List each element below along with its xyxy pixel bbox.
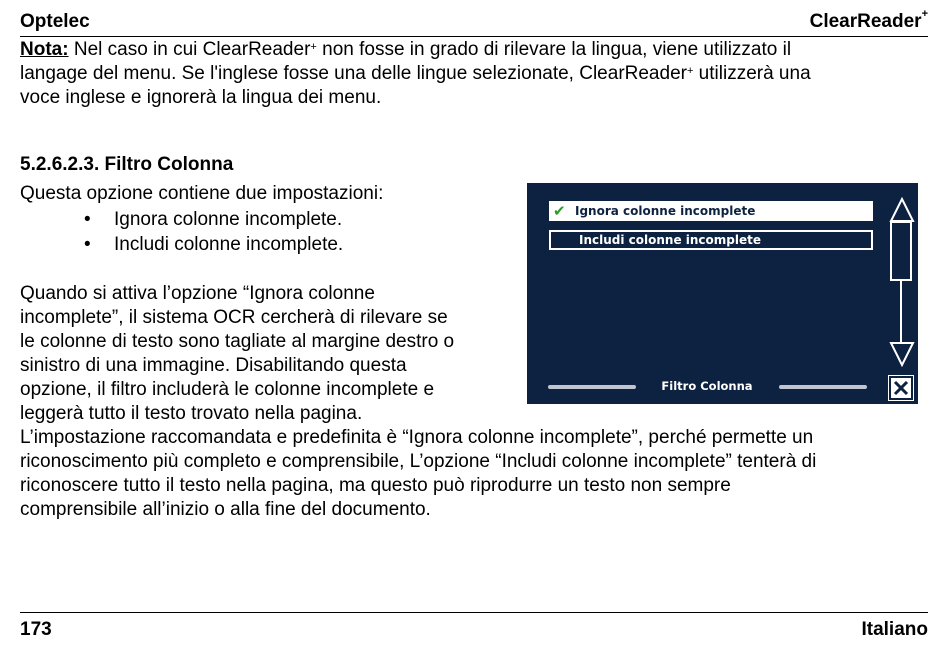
paragraph-line: riconoscimento più completo e comprensibile, L’opzione “Includi colonne incomplete” tenterà di bbox=[20, 451, 817, 472]
section-title: 5.2.6.2.3. Filtro Colonna bbox=[20, 154, 234, 175]
option-includi-colonne[interactable]: Includi colonne incomplete bbox=[549, 230, 873, 250]
checkmark-icon: ✔ bbox=[553, 202, 566, 220]
paragraph-line: riconoscere tutto il testo nella pagina, ma questo può riprodurre un testo non sempre bbox=[20, 475, 731, 496]
footer-language: Italiano bbox=[861, 619, 928, 640]
paragraph-line: leggerà tutto il testo trovato nella pagina. bbox=[20, 403, 363, 424]
close-button[interactable] bbox=[889, 376, 913, 400]
scroll-down-icon[interactable] bbox=[889, 341, 915, 367]
panel-title: Filtro Colonna bbox=[661, 379, 753, 393]
page-number: 173 bbox=[20, 619, 52, 640]
scroll-up-icon[interactable] bbox=[889, 197, 915, 223]
note-line-3: voce inglese e ignorerà la lingua dei menu. bbox=[20, 87, 382, 108]
section-intro: Questa opzione contiene due impostazioni: bbox=[20, 183, 384, 204]
note-label: Nota: bbox=[20, 39, 69, 60]
scrollbar-track[interactable] bbox=[900, 281, 902, 343]
paragraph-line: L’impostazione raccomandata e predefinita è “Ignora colonne incomplete”, perché permette un bbox=[20, 427, 814, 448]
device-screenshot bbox=[527, 183, 918, 404]
product-name: ClearReader+ bbox=[809, 8, 928, 32]
page-footer bbox=[20, 612, 928, 643]
paragraph-line: opzione, il filtro includerà le colonne incomplete e bbox=[20, 379, 435, 400]
divider bbox=[779, 385, 867, 389]
divider bbox=[548, 385, 636, 389]
paragraph-line: sinistro di una immagine. Disabilitando questa bbox=[20, 355, 407, 376]
note-line-1: Nota: Nel caso in cui ClearReader+ non fosse in grado di rilevare la lingua, viene utilizzato il bbox=[20, 39, 792, 60]
brand-name: Optelec bbox=[20, 11, 90, 32]
paragraph-line: incomplete”, il sistema OCR cercherà di rilevare se bbox=[20, 307, 448, 328]
paragraph-line: le colonne di testo sono tagliate al margine destro o bbox=[20, 331, 455, 352]
paragraph-line: Quando si attiva l’opzione “Ignora colonne bbox=[20, 283, 375, 304]
close-icon bbox=[891, 378, 911, 398]
page-header bbox=[20, 8, 928, 37]
option-ignora-colonne[interactable]: ✔ Ignora colonne incomplete bbox=[549, 201, 873, 221]
scrollbar-thumb[interactable] bbox=[890, 221, 912, 281]
paragraph-line: comprensibile all’inizio o alla fine del documento. bbox=[20, 499, 431, 520]
note-line-2: langage del menu. Se l'inglese fosse una delle lingue selezionate, ClearReader+ utilizzerà una bbox=[20, 63, 811, 84]
